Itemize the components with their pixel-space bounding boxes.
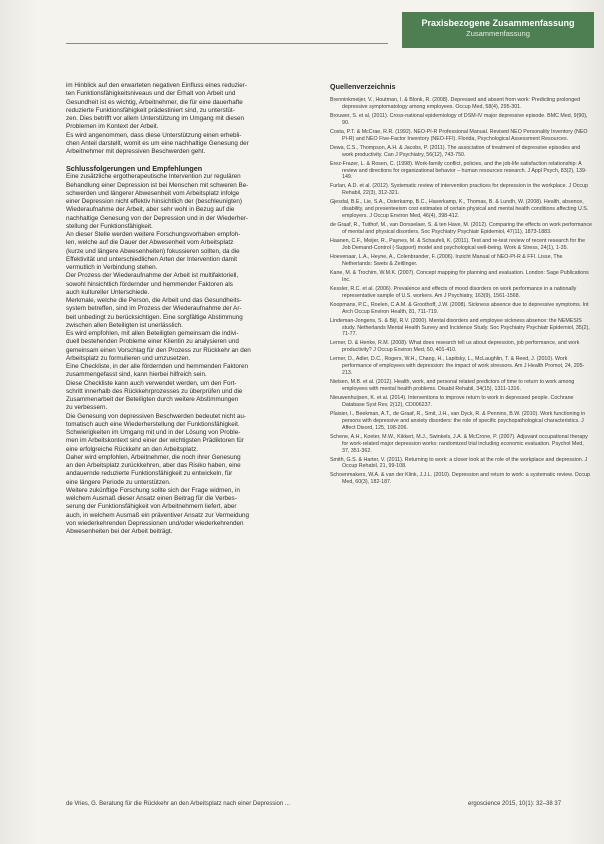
text-line: Abwesenheiten bei der Arbeit beiträgt. bbox=[66, 528, 173, 535]
section-gap bbox=[66, 156, 322, 164]
text-line: zu verbessern. bbox=[66, 404, 108, 412]
right-column bbox=[330, 82, 592, 488]
text-line: chen Anteil darstellt, womit es um eine nachhaltige Genesung der bbox=[66, 139, 249, 147]
reference-list bbox=[330, 97, 592, 486]
reference-item: Kane, M. & Trochim, W.M.K. (2007). Concept mapping for planning and evaluation. London: Sage Publications Inc. bbox=[330, 269, 589, 283]
text-line: duell bestehenden Probleme einer Klientin zu analysieren und bbox=[66, 338, 239, 346]
reference-item: Costa, P.T. & McCrae, R.R. (1992). NEO-PI-R Professional Manual. Revised NEO Personality Inventory (NEO PI-R) and NEO Five-Factor Inventory (NEO-FFI). Florida, Psychological Assessment Resources. bbox=[330, 128, 588, 142]
text-line: einer Depression nicht effektiv hinsichtlich der (beschleunigten) bbox=[66, 198, 242, 205]
section-header-tab bbox=[402, 12, 594, 48]
text-line: men im Arbeitskontext sind einer der wichtigsten Prädiktoren für bbox=[66, 437, 244, 445]
reference-item: Gjesdal, B.E., Lie, S.A., Osterkamp, B.C., Haverkamp, K., Thomas, B. & Lundh, W. (2008). Health, absence, disability, and presenteeism cost estimates of certain physical and mental health conditions affecting U.S. employers. J Occup Environ Med, 46(4), 398-412. bbox=[330, 199, 589, 220]
text-line: schwerden und längerer Abwesenheit vom Arbeitsplatz infolge bbox=[66, 189, 240, 197]
text-line: stellung der Funktionsfähigkeit. bbox=[66, 222, 153, 230]
text-line: Es wird empfohlen, mit allen Beteiligten gemeinsam die indivi- bbox=[66, 330, 239, 337]
text-line: sowohl hinsichtlich fördernder und hemmender Faktoren als bbox=[66, 280, 233, 288]
reference-item: Brenninkmeijer, V., Houtman, I. & Blonk, R. (2008). Depressed and absent from work: Predicting prolonged depressive symptomatology among employees. Occup Med, 58(4), 295-301. bbox=[330, 97, 581, 110]
footer-citation: de Vries, G. Beratung für die Rückkehr an den Arbeitsplatz nach einer Depression ... bbox=[66, 801, 290, 807]
reference-item: Furlan, A.D. et al. (2012). Systematic review of intervention practices for depression in the workplace. J Occup Rehabil, 22(3), 312-321. bbox=[330, 183, 588, 197]
intro-block bbox=[66, 82, 322, 156]
text-line: eine längere Periode zu unterstützen. bbox=[66, 478, 171, 486]
reference-item: Dewa, C.S., Thompson, A.H. & Jacobs, P. (2011). The association of treatment of depressive episodes and work productivity. Can J Psychiatry, 56(12), 743-750. bbox=[330, 144, 581, 158]
text-line: gemeinsam einen Vorschlag für den Prozess zur Rückkehr an den bbox=[66, 346, 251, 354]
conclusion-block bbox=[66, 173, 322, 536]
text-line: ten Funktionsfähigkeitsniveaus und der Erhalt von Arbeit und bbox=[66, 90, 236, 98]
reference-item: Lerner, D., Adler, D.C., Rogers, W.H., Chang, H., Lapitsky, L., McLaughlin, T. & Reed, J. (2010). Work performance of employees with depression: the impact of work stressors. Am J Health Promot, 24, 205-213. bbox=[330, 356, 585, 377]
text-line: zusammengefasst sind, kann hierbei hilfreich sein. bbox=[66, 371, 207, 379]
text-line: len, welche auf die Dauer der Abwesenheit vom Arbeitsplatz bbox=[66, 239, 234, 247]
reference-item: Schene, A.H., Koeter, M.W., Kikkert, M.J., Swinkels, J.A. & McCrone, P. (2007). Adjuvant occupational therapy for work-related major depression works: randomized trial including economic evaluation. Psychol Med, 37, 351-362. bbox=[330, 433, 588, 454]
text-line: auch, in welchem Ausmaß ein präventiver Ansatz zur Vermeidung bbox=[66, 511, 250, 519]
footer-journal: ergoscience 2015, 10(1): 32–38 37 bbox=[468, 801, 562, 807]
text-line: tomatisch auch eine Wiederherstellung der Funktionsfähigkeit. bbox=[66, 420, 240, 428]
reference-item: Schoenmakers, W.A. & van der Klink, J.J.L. (2010). Depression and return to work: a systematic review. Occup Med, 60(3), 182-187. bbox=[330, 472, 590, 486]
text-line: Der Prozess der Wiederaufnahme der Arbeit ist multifaktoriell, bbox=[66, 272, 239, 280]
reference-item: Nieuwenhuijsen, K. et al. (2014). Interventions to improve return to work in depressed people. Cochrane Database Syst Rev, 2(12), CD006237. bbox=[330, 395, 574, 408]
reference-item: Kessler, R.C. et al. (2006). Prevalence and effects of mood disorders on work performance in a nationally representative sample of U.S. workers. Am J Psychiatry, 163(9), 1561-1568. bbox=[330, 285, 577, 299]
text-line: Wiederaufnahme der Arbeit, aber sehr wohl in Bezug auf die bbox=[66, 206, 235, 214]
reference-item: Koopmans, P.C., Roelen, C.A.M. & Groothoff, J.W. (2008). Sickness absence due to depressive symptoms. Int Arch Occup Environ Health, 81, 711-719. bbox=[330, 301, 589, 315]
text-line: nachhaltige Genesung von der Depression und in der Wiederher- bbox=[66, 214, 249, 222]
text-line: Zusammenarbeit der Beteiligten durch weitere Abstimmungen bbox=[66, 396, 239, 403]
text-line: zwischen allen Beteiligten ist unerlässlich. bbox=[66, 321, 183, 329]
text-line: eine erfolgreiche Rückkehr an den Arbeitsplatz. bbox=[66, 445, 198, 453]
text-line: an den Arbeitsplatz zurückkehren, aber das Risiko haben, eine bbox=[66, 462, 241, 469]
reference-item: Hoevenaar, L.A., Heyne, A., Colenbrander, F. (2006). Inzicht Manual of NEO-PI-R & FFI. Lisse, The Netherlands: Swets & Zeitlinger. bbox=[330, 253, 563, 267]
text-line: andauernde reduzierte Funktionsfähigkeit zu entwickeln, für bbox=[66, 470, 233, 478]
text-line: Arbeitsplatz zu formulieren und umzusetzen. bbox=[66, 354, 191, 362]
text-line: Es wird angenommen, dass diese Unterstützung einen erhebli- bbox=[66, 131, 242, 139]
section-header-title: Praxisbezogene Zusammenfassung bbox=[421, 18, 575, 28]
reference-item: Haanen, C.F., Meijer, R., Paynes, M. & Schaufeli, K. (2011). Test and re-test review of recent research for the Job Demand-Control (-Support) model and psychological well-being. Work & Stress, 24(1), 1-35. bbox=[330, 238, 586, 251]
text-line: (kurze und längere Abwesenheiten) fokussieren sollten, da die bbox=[66, 247, 240, 255]
text-line: vermutlich in Verbindung stehen. bbox=[66, 264, 158, 271]
text-line: zen. Dies betrifft vor allem Unterstützung im Umgang mit diesen bbox=[66, 115, 245, 122]
text-line: Daher wird empfohlen, Arbeitnehmer, die noch ihrer Genesung bbox=[66, 453, 241, 461]
left-column bbox=[66, 82, 322, 536]
text-line: reduzierte Funktionsfähigkeit prädestiniert sind, zu unterstüt- bbox=[66, 106, 235, 114]
text-line: Die Genesung von depressiven Beschwerden bedeutet nicht au- bbox=[66, 412, 246, 420]
text-line: Gesundheit ist es wichtig, Arbeitnehmer, die für eine dauerhafte bbox=[66, 98, 243, 106]
text-line: beit unbedingt zu berücksichtigen. Eine sorgfältige Abstimmung bbox=[66, 313, 243, 321]
text-line: Behandlung einer Depression ist bei Menschen mit schweren Be- bbox=[66, 181, 249, 189]
text-line: An dieser Stelle werden weitere Forschungsvorhaben empfoh- bbox=[66, 231, 241, 238]
references-heading: Quellenverzeichnis bbox=[330, 82, 396, 91]
header-rule bbox=[66, 43, 388, 44]
reference-item: de Graaf, R., Tuithof, M., van Dorsselaer, S. & ten Have, M. (2012). Comparing the effects on work performance of mental and physical disorders. Soc Psychiatry Psychiatr Epidemiol, 47(11), 1873-1883. bbox=[330, 222, 592, 236]
text-line: auch kultureller Unterschiede. bbox=[66, 288, 150, 296]
text-line: system betreffen, sind im Prozess der Wiederaufnahme der Ar- bbox=[66, 305, 242, 313]
text-line: von wiederkehrenden Depressionen und/oder wiederkehrenden bbox=[66, 519, 244, 527]
reference-item: Lindeman-Jongens, S. & Bijl, R.V. (2000). Mental disorders and employee sickness absence: the NEMESIS study. Netherlands Mental Health Survey and Incidence Study. Soc Psychiatry Psychiatr Epidemiol, 35(2), 71-77. bbox=[330, 317, 590, 338]
reference-item: Nielsen, M.B. et al. (2012). Health, work, and personal related predictors of time to return to work among employees with mental health problems. Disabil Rehabil, 34(15), 1311-1316. bbox=[330, 379, 575, 393]
text-line: Problemen im Kontext der Arbeit. bbox=[66, 123, 159, 131]
text-line: Eine Checkliste, in der alle fördernden und hemmenden Faktoren bbox=[66, 363, 249, 370]
text-line: Arbeitnehmer mit depressiven Beschwerden geht. bbox=[66, 148, 206, 155]
reference-item: Smith, G.S. & Harter, V. (2011). Returning to work: a closer look at the role of the workplace and depression. J Occup Rehabil, 21, 99-108. bbox=[330, 456, 588, 470]
reference-item: Lerner, D. & Henke, R.M. (2008). What does research tell us about depression, job performance, and work productivity? J Occup Environ Med, 50, 401-410. bbox=[330, 340, 580, 354]
text-line: serung der Funktionsfähigkeit von Arbeitnehmern liefert, aber bbox=[66, 503, 237, 511]
reference-item: Brouwer, S. et al. (2011). Cross-national epidemiology of DSM-IV major depressive episode. BMC Med, 9(90), 90. bbox=[330, 112, 588, 126]
text-line: Effektivität und unterschiedlichen Arten der Intervention damit bbox=[66, 255, 238, 263]
text-line: Diese Checkliste kann auch verwendet werden, um den Fort- bbox=[66, 379, 237, 387]
section-header-subtitle: Zusammenfassung bbox=[466, 29, 530, 38]
reference-item: Plaisier, I., Beekman, A.T., de Graaf, R., Smit, J.H., van Dyck, R. & Penninx, B.W. (2010). Work functioning in persons with depressive and anxiety disorders: the role of specific psychopathological characteristics. J Affect Disord, 125, 198-206. bbox=[330, 410, 586, 431]
text-line: im Hinblick auf den erwarteten negativen Einfluss eines reduzier- bbox=[66, 82, 247, 89]
reference-item: Erez-Frazer, L. & Rosen, C. (1998). Work-family conflict, policies, and the job-life satisfaction relationship: A review and directions for organizational behavior – human resources research. J Appl Psych, 83(2), 139-149. bbox=[330, 160, 587, 181]
text-line: Merkmale, welche die Person, die Arbeit und das Gesundheits- bbox=[66, 297, 242, 304]
text-line: schritt innerhalb des Rückkehrprozesses zu überprüfen und die bbox=[66, 387, 243, 395]
text-line: Weitere zukünftige Forschung sollte sich der Frage widmen, in bbox=[66, 486, 240, 494]
text-line: Eine zusätzliche ergotherapeutische Intervention zur regulären bbox=[66, 173, 241, 181]
text-line: Schwierigkeiten im Umgang mit und in der Lösung von Proble- bbox=[66, 429, 241, 436]
conclusion-heading: Schlussfolgerungen und Empfehlungen bbox=[66, 164, 203, 174]
text-line: welchem Ausmaß dieser Ansatz einen Beitrag für die Verbes- bbox=[66, 495, 237, 502]
